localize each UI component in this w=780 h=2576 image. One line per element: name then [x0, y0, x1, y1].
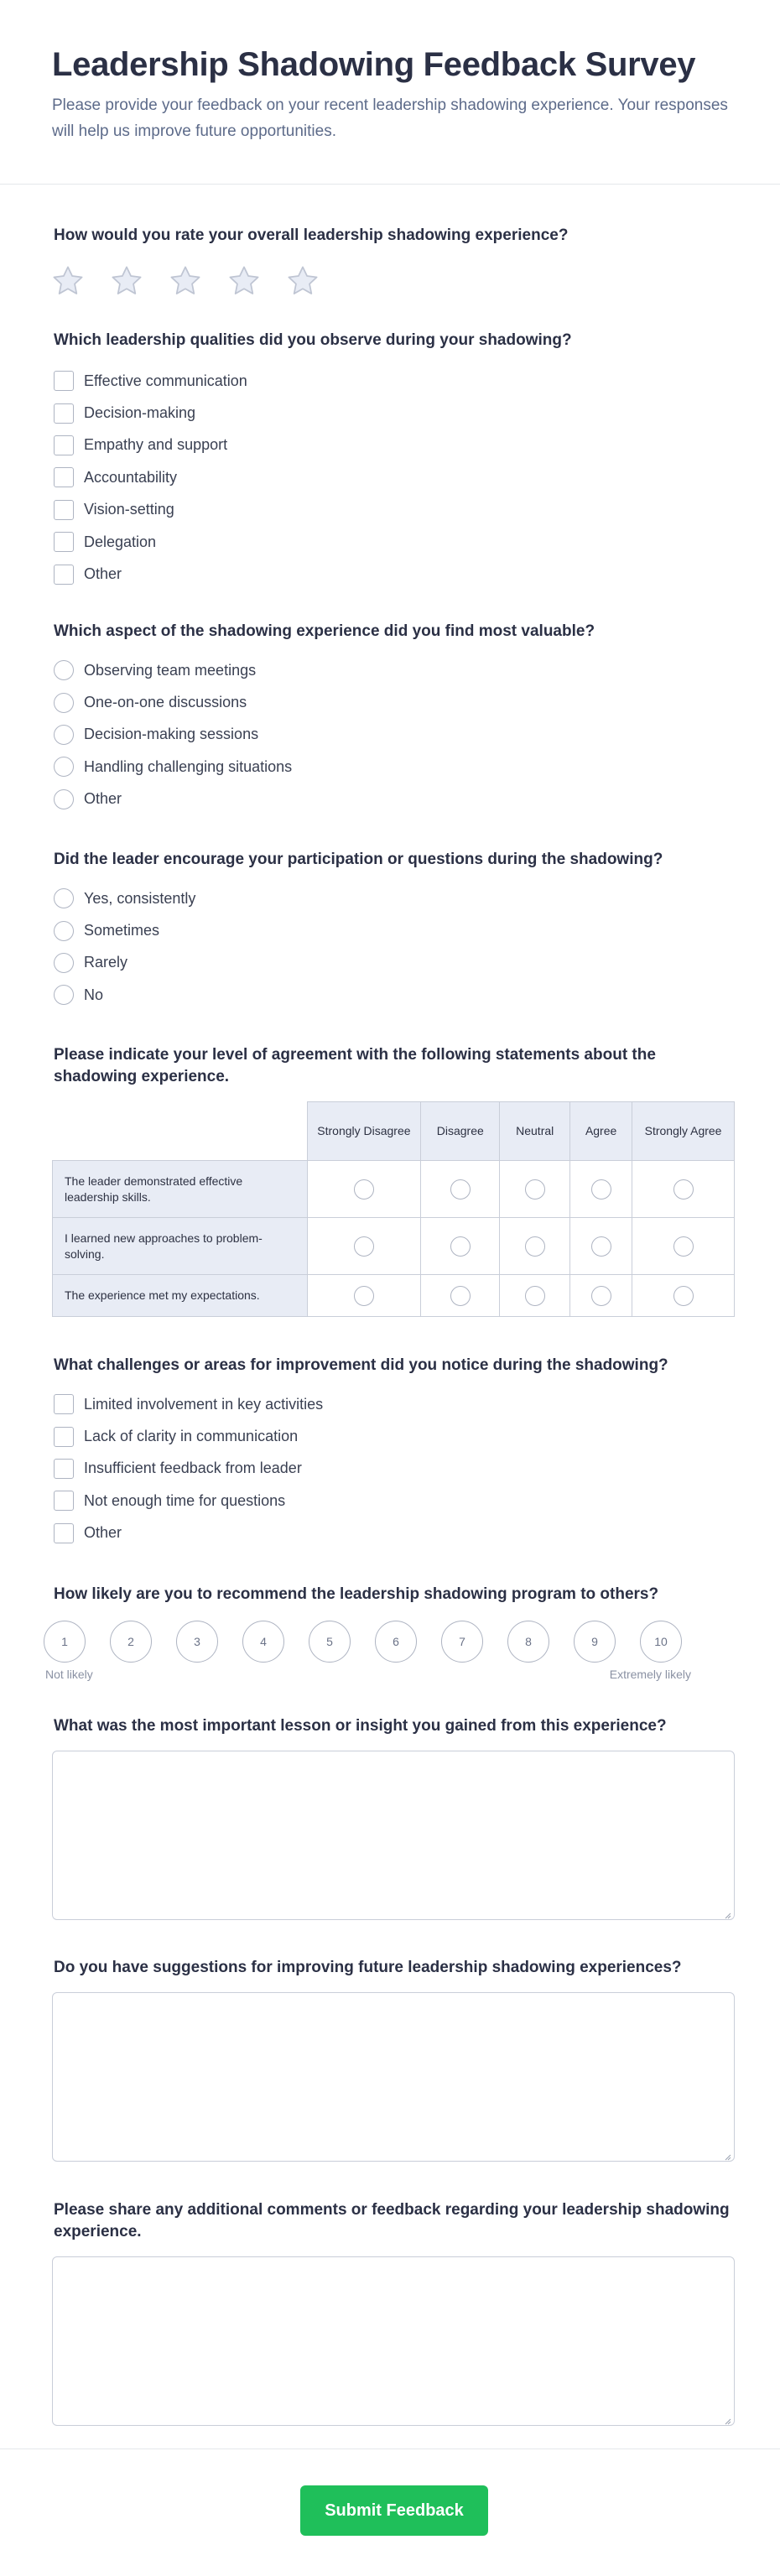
matrix-radio-button[interactable]	[450, 1179, 471, 1200]
radio-option[interactable]	[54, 686, 733, 718]
nps-scale	[44, 1621, 733, 1663]
checkbox[interactable]	[54, 1459, 74, 1479]
matrix-radio-button[interactable]	[525, 1179, 545, 1200]
checkbox-group	[54, 1388, 733, 1549]
matrix-cell	[570, 1218, 632, 1275]
matrix-row-label: The leader demonstrated effective leadership skills.	[53, 1161, 308, 1218]
nps-low-label: Not likely	[45, 1668, 93, 1681]
question-title: Please share any additional comments or feedback regarding your leadership shadowing experience.	[54, 2201, 730, 2240]
question-overall-rating	[54, 225, 733, 299]
matrix-radio-button[interactable]	[525, 1236, 545, 1257]
option-label: Observing team meetings	[84, 661, 257, 679]
checkbox-option[interactable]	[54, 558, 733, 590]
option-label: Decision-making sessions	[84, 726, 259, 743]
option-label: Vision-setting	[84, 501, 174, 518]
checkbox-option[interactable]	[54, 1485, 733, 1517]
nps-option[interactable]: 7	[441, 1621, 483, 1663]
radio-button[interactable]	[54, 725, 74, 745]
matrix-column-header: Strongly Agree	[632, 1102, 735, 1161]
checkbox-option[interactable]	[54, 1517, 733, 1549]
matrix-row	[53, 1161, 735, 1218]
option-label: Insufficient feedback from leader	[84, 1460, 302, 1477]
matrix-cell	[632, 1218, 735, 1275]
suggestions-textarea[interactable]	[52, 1992, 735, 2162]
matrix-column-header: Strongly Disagree	[307, 1102, 421, 1161]
resize-grip-icon[interactable]	[723, 2150, 731, 2158]
matrix-header-row	[53, 1102, 735, 1161]
option-label: Decision-making	[84, 404, 196, 422]
option-label: Empathy and support	[84, 436, 228, 454]
matrix-cell	[570, 1161, 632, 1218]
question-recommend	[45, 1584, 733, 1681]
radio-option[interactable]	[54, 947, 733, 979]
nps-labels	[45, 1668, 691, 1681]
option-label: Limited involvement in key activities	[84, 1395, 324, 1413]
question-additional-comments	[54, 2199, 733, 2426]
matrix-column-header: Disagree	[421, 1102, 500, 1161]
matrix-cell	[421, 1218, 500, 1275]
option-label: Accountability	[84, 468, 178, 486]
radio-button[interactable]	[54, 660, 74, 680]
option-label: Lack of clarity in communication	[84, 1428, 299, 1445]
lesson-textarea[interactable]	[52, 1751, 735, 1920]
radio-option[interactable]	[54, 914, 733, 946]
checkbox-option[interactable]	[54, 365, 733, 397]
option-label: Effective communication	[84, 372, 247, 389]
radio-button[interactable]	[54, 789, 74, 809]
matrix-radio-button[interactable]	[354, 1286, 374, 1306]
radio-option[interactable]	[54, 882, 733, 914]
option-label: Delegation	[84, 533, 157, 550]
star-icon[interactable]	[109, 263, 144, 299]
matrix-radio-button[interactable]	[591, 1236, 611, 1257]
star-icon[interactable]	[50, 263, 86, 299]
matrix-cell	[421, 1275, 500, 1317]
radio-group	[54, 654, 733, 815]
question-title: What challenges or areas for improvement did you notice during the shadowing?	[54, 1356, 668, 1374]
question-challenges	[54, 1355, 733, 1549]
matrix-row	[53, 1275, 735, 1317]
checkbox[interactable]	[54, 1427, 74, 1447]
question-title: Which aspect of the shadowing experience did you find most valuable?	[54, 622, 595, 640]
survey-header	[0, 0, 780, 185]
checkbox[interactable]	[54, 1523, 74, 1543]
checkbox-group	[54, 365, 733, 591]
matrix-row-label: The experience met my expectations.	[53, 1275, 308, 1317]
radio-group	[54, 882, 733, 1012]
option-label: Handling challenging situations	[84, 757, 293, 775]
comments-textarea[interactable]	[52, 2256, 735, 2426]
matrix-radio-button[interactable]	[354, 1179, 374, 1200]
question-important-lesson	[54, 1715, 733, 1920]
matrix-cell	[570, 1275, 632, 1317]
matrix-cell	[307, 1275, 421, 1317]
radio-button[interactable]	[54, 921, 74, 941]
option-label: No	[84, 986, 104, 1003]
option-label: Sometimes	[84, 922, 160, 939]
star-rating	[50, 263, 733, 299]
nps-high-label: Extremely likely	[609, 1668, 691, 1681]
checkbox-option[interactable]	[54, 1388, 733, 1420]
checkbox-option[interactable]	[54, 429, 733, 461]
option-label: Rarely	[84, 954, 128, 971]
radio-option[interactable]	[54, 654, 733, 686]
matrix-radio-button[interactable]	[354, 1236, 374, 1257]
nps-option[interactable]: 5	[309, 1621, 351, 1663]
matrix-radio-button[interactable]	[450, 1286, 471, 1306]
option-label: One-on-one discussions	[84, 694, 247, 711]
question-title: Do you have suggestions for improving future leadership shadowing experiences?	[54, 1959, 682, 1976]
matrix-cell	[500, 1275, 570, 1317]
radio-button[interactable]	[54, 985, 74, 1005]
radio-option[interactable]	[54, 719, 733, 751]
question-participation	[54, 849, 733, 1012]
question-suggestions	[54, 1957, 733, 2162]
question-most-valuable	[54, 621, 733, 815]
option-label: Not enough time for questions	[84, 1491, 286, 1509]
matrix-column-header: Neutral	[500, 1102, 570, 1161]
checkbox-option[interactable]	[54, 494, 733, 526]
checkbox-option[interactable]	[54, 526, 733, 558]
matrix-radio-button[interactable]	[673, 1286, 694, 1306]
resize-grip-icon[interactable]	[723, 2414, 731, 2422]
checkbox[interactable]	[54, 403, 74, 424]
survey-footer	[0, 2449, 780, 2576]
matrix-corner	[53, 1102, 308, 1161]
page-subtitle: Please provide your feedback on your recent leadership shadowing experience. Your responses will help us improve future opportunities.	[52, 96, 728, 140]
question-title: Please indicate your level of agreement with the following statements about the shadowing experience.	[54, 1046, 656, 1085]
checkbox-option[interactable]	[54, 461, 733, 493]
matrix-cell	[500, 1161, 570, 1218]
agreement-matrix	[52, 1101, 735, 1317]
matrix-cell	[632, 1275, 735, 1317]
nps-option[interactable]: 4	[242, 1621, 284, 1663]
question-agreement	[54, 1044, 733, 1088]
checkbox-option[interactable]	[54, 1453, 733, 1485]
checkbox[interactable]	[54, 1491, 74, 1511]
checkbox[interactable]	[54, 500, 74, 520]
question-title: How would you rate your overall leadership shadowing experience?	[54, 226, 569, 244]
checkbox[interactable]	[54, 1394, 74, 1414]
checkbox[interactable]	[54, 435, 74, 455]
option-label: Other	[84, 790, 122, 808]
radio-button[interactable]	[54, 757, 74, 777]
matrix-radio-button[interactable]	[450, 1236, 471, 1257]
matrix-radio-button[interactable]	[673, 1236, 694, 1257]
question-title: Which leadership qualities did you observe during your shadowing?	[54, 331, 572, 349]
matrix-radio-button[interactable]	[591, 1179, 611, 1200]
radio-option[interactable]	[54, 979, 733, 1011]
matrix-cell	[307, 1161, 421, 1218]
checkbox[interactable]	[54, 371, 74, 391]
matrix-cell	[632, 1161, 735, 1218]
option-label: Other	[84, 565, 122, 583]
nps-option[interactable]: 10	[640, 1621, 682, 1663]
nps-option[interactable]: 1	[44, 1621, 86, 1663]
matrix-radio-button[interactable]	[591, 1286, 611, 1306]
nps-option[interactable]: 9	[574, 1621, 616, 1663]
radio-button[interactable]	[54, 953, 74, 973]
question-leadership-qualities	[54, 330, 733, 591]
option-label: Yes, consistently	[84, 889, 196, 907]
star-icon[interactable]	[226, 263, 262, 299]
matrix-column-header: Agree	[570, 1102, 632, 1161]
checkbox[interactable]	[54, 565, 74, 585]
nps-option[interactable]: 2	[110, 1621, 152, 1663]
radio-button[interactable]	[54, 888, 74, 908]
star-icon[interactable]	[168, 263, 203, 299]
radio-button[interactable]	[54, 693, 74, 713]
question-title: How likely are you to recommend the leadership shadowing program to others?	[54, 1585, 659, 1603]
radio-option[interactable]	[54, 783, 733, 815]
question-title: What was the most important lesson or insight you gained from this experience?	[54, 1717, 667, 1735]
question-title: Did the leader encourage your participation or questions during the shadowing?	[54, 851, 663, 868]
resize-grip-icon[interactable]	[723, 1908, 731, 1917]
star-icon[interactable]	[285, 263, 320, 299]
submit-button[interactable]: Submit Feedback	[300, 2485, 488, 2536]
nps-option[interactable]: 8	[507, 1621, 549, 1663]
matrix-cell	[307, 1218, 421, 1275]
matrix-radio-button[interactable]	[673, 1179, 694, 1200]
matrix-row	[53, 1218, 735, 1275]
checkbox[interactable]	[54, 467, 74, 487]
matrix-row-label: I learned new approaches to problem-solving.	[53, 1218, 308, 1275]
radio-option[interactable]	[54, 751, 733, 783]
nps-option[interactable]: 6	[375, 1621, 417, 1663]
checkbox-option[interactable]	[54, 397, 733, 429]
nps-option[interactable]: 3	[176, 1621, 218, 1663]
checkbox[interactable]	[54, 532, 74, 552]
checkbox-option[interactable]	[54, 1420, 733, 1452]
page-title: Leadership Shadowing Feedback Survey	[52, 46, 696, 83]
matrix-cell	[421, 1161, 500, 1218]
matrix-radio-button[interactable]	[525, 1286, 545, 1306]
option-label: Other	[84, 1524, 122, 1542]
matrix-cell	[500, 1218, 570, 1275]
